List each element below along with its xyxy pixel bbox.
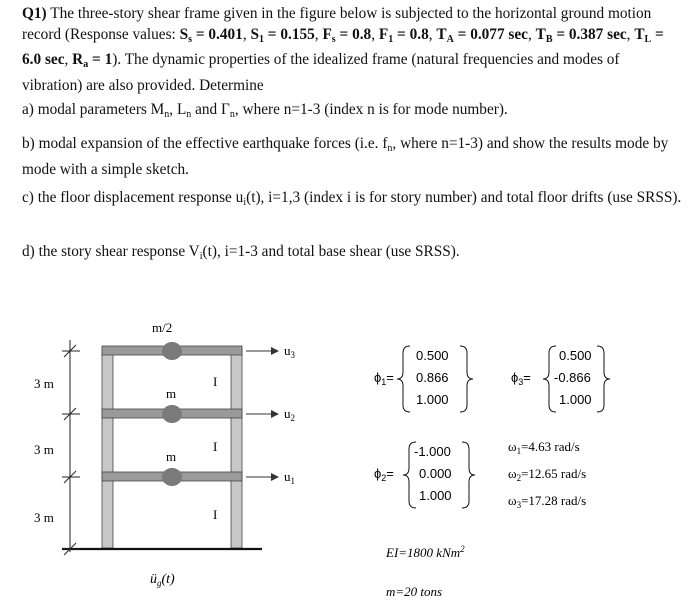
mode-1-value-3: 1.000 [416, 392, 449, 407]
problem-statement: Q1) The three-story shear frame given in the figure below is subjected to the horizontal ground motion record (Response values: $S_s = 0.401$, $S_1 = 0.155$, $F_s = 0.8$, $F_1 = 0.8$, $T_A = 0.077$ sec, $T_B = 0.387$ sec, $T_L = 6.0$ sec, $R_a = 1$). The dynamic properties of the idealized frame (natural frequencies and modes of vibration) are also provided. Determine [22, 5, 664, 94]
floor-mass-label-2: m [166, 386, 177, 401]
part-b: b) modal expansion of the effective earthquake forces (i.e. $f_n$, where n=1-3) and show the results mode by mode with a simple sketch. [22, 135, 669, 178]
part-a: a) modal parameters $M_n$, $L_n$ and $\Gamma_n$, where n=1-3 (index n is for mode number). [22, 101, 508, 120]
top-mass-label: m/2 [152, 320, 173, 335]
mode-1-symbol: $\phi_1=$ [374, 370, 394, 387]
frequency-1: $\omega_1=4.63$ rad/s [508, 439, 580, 456]
response-value-ss: $S_s = 0.401$ [179, 25, 243, 45]
disp-label-u3: $u_3$ [284, 343, 295, 360]
mode-3-value-3: 1.000 [559, 392, 592, 407]
mode-3-value-2: -0.866 [554, 370, 591, 385]
height-dimension [62, 340, 80, 555]
ground-accel-label: $ü_g(t)$ [150, 572, 175, 588]
response-value-f1: $F_1 = 0.8$ [378, 25, 429, 45]
mode-2-value-1: -1.000 [414, 444, 451, 459]
mode-2-symbol: $\phi_2=$ [374, 466, 394, 483]
disp-label-u1: $u_1$ [284, 469, 295, 486]
frequency-2: $\omega_2=12.65$ rad/s [508, 466, 587, 483]
response-value-tl: $T_L = 6.0$ sec [22, 25, 664, 68]
figure-canvas [0, 300, 700, 615]
disp-label-u2: $u_2$ [284, 406, 295, 423]
story-height-1: 3 m [34, 510, 54, 525]
floor-mass-label-1: m [166, 449, 177, 464]
story-height-3: 3 m [34, 376, 54, 391]
mass-floor-2 [162, 405, 182, 423]
natural-frequencies [508, 439, 586, 510]
mass-label: m=20 tons [386, 584, 443, 599]
left-column [102, 348, 113, 548]
mode-3-value-1: 0.500 [559, 348, 592, 363]
mode-vector-3 [511, 346, 610, 412]
column-label-1: I [213, 507, 218, 522]
frequency-3: $\omega_3=17.28$ rad/s [508, 493, 587, 510]
mode-vector-2 [374, 442, 475, 508]
mass-roof [162, 342, 182, 360]
question-label: Q1) [22, 5, 47, 22]
response-value-s1: $S_1 = 0.155$ [250, 25, 315, 45]
lumped-masses [162, 342, 182, 486]
mode-1-value-1: 0.500 [416, 348, 449, 363]
displacement-arrows [246, 351, 278, 477]
part-d: d) the story shear response $V_i(t)$, i=1-3 and total base shear (use SRSS). [22, 243, 460, 262]
part-c: c) the floor displacement response $u_i(t)$, i=1,3 (index i is for story number) and total floor drifts (use SRSS). [22, 189, 682, 208]
mode-1-value-2: 0.866 [416, 370, 449, 385]
response-value-tb: $T_B = 0.387$ sec [535, 25, 627, 45]
mass-floor-1 [162, 468, 182, 486]
mode-2-value-2: 0.000 [419, 466, 452, 481]
column-label-3: I [213, 374, 218, 389]
column-label-2: I [213, 439, 218, 454]
response-value-ra: $R_a = 1$ [72, 51, 113, 70]
mode-2-value-3: 1.000 [419, 488, 452, 503]
shear-frame-figure [0, 300, 700, 615]
right-column [231, 348, 242, 548]
response-value-ta: $T_A = 0.077$ sec [436, 25, 528, 45]
mode-3-symbol: $\phi_3=$ [511, 370, 531, 387]
response-value-fs: $F_s = 0.8$ [322, 25, 372, 45]
story-height-2: 3 m [34, 442, 54, 457]
mode-vector-1 [374, 346, 473, 412]
stiffness-label: EI=1800 kNm$^2$ [386, 544, 465, 560]
frame-columns [102, 348, 242, 548]
